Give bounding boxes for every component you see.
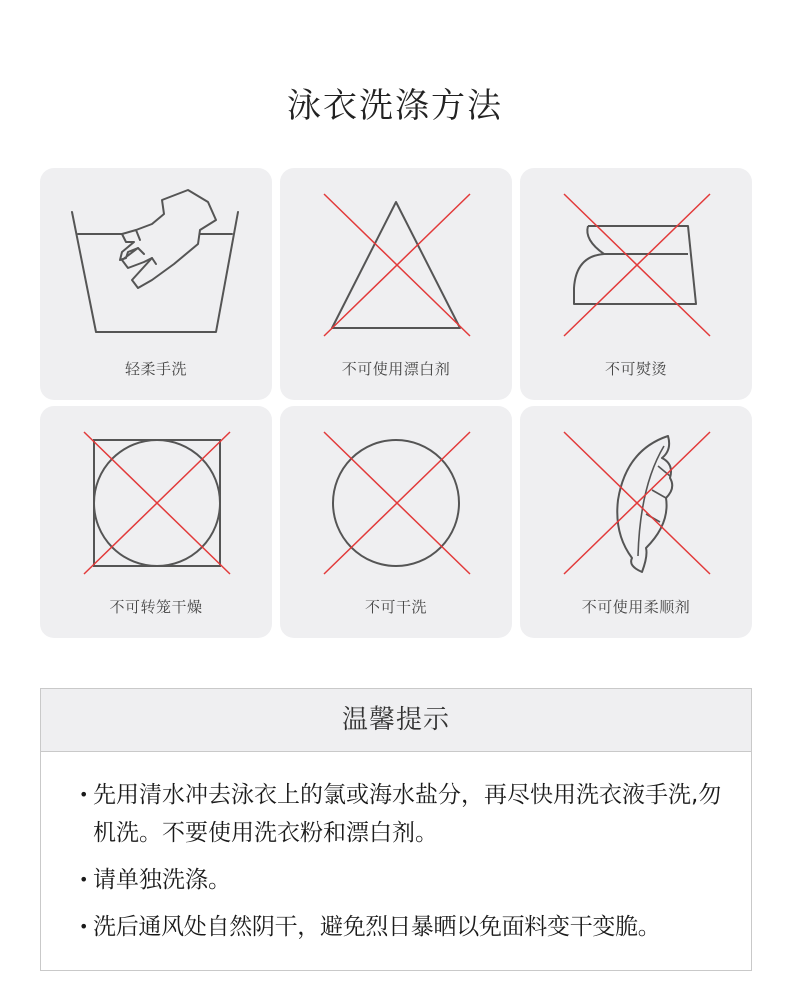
tips-list [41,752,751,946]
care-label: 不可干洗 [364,598,427,616]
tips-panel [40,688,752,971]
tip-item: • 请单独洗涤。 [79,861,723,899]
prohibited-cross-icon [84,432,230,574]
tip-item: • 先用清水冲去泳衣上的氯或海水盐分，再尽快用洗衣液手洗,勿机洗。不要使用洗衣粉和漂白剂。 [79,776,723,852]
care-label: 不可熨烫 [604,360,667,378]
care-card-no-iron [520,168,752,400]
care-card-no-softener [520,406,752,638]
care-card-no-dry-clean [280,406,512,638]
prohibited-cross-icon [564,194,710,336]
care-card-no-tumble-dry [40,406,272,638]
prohibited-cross-icon [324,432,470,574]
tip-item: • 洗后通风处自然阴干，避免烈日暴晒以免面料变干变脆。 [79,908,723,946]
prohibited-cross-icon [564,432,710,574]
prohibited-cross-icon [324,194,470,336]
care-label: 不可转笼干燥 [109,598,203,616]
care-card-hand-wash [40,168,272,400]
tips-heading: 温馨提示 [41,689,751,752]
care-label: 轻柔手洗 [124,360,187,378]
care-label: 不可使用漂白剂 [341,360,451,378]
care-card-no-bleach [280,168,512,400]
page-title: 泳衣洗涤方法 [287,86,503,126]
care-label: 不可使用柔顺剂 [581,598,691,616]
